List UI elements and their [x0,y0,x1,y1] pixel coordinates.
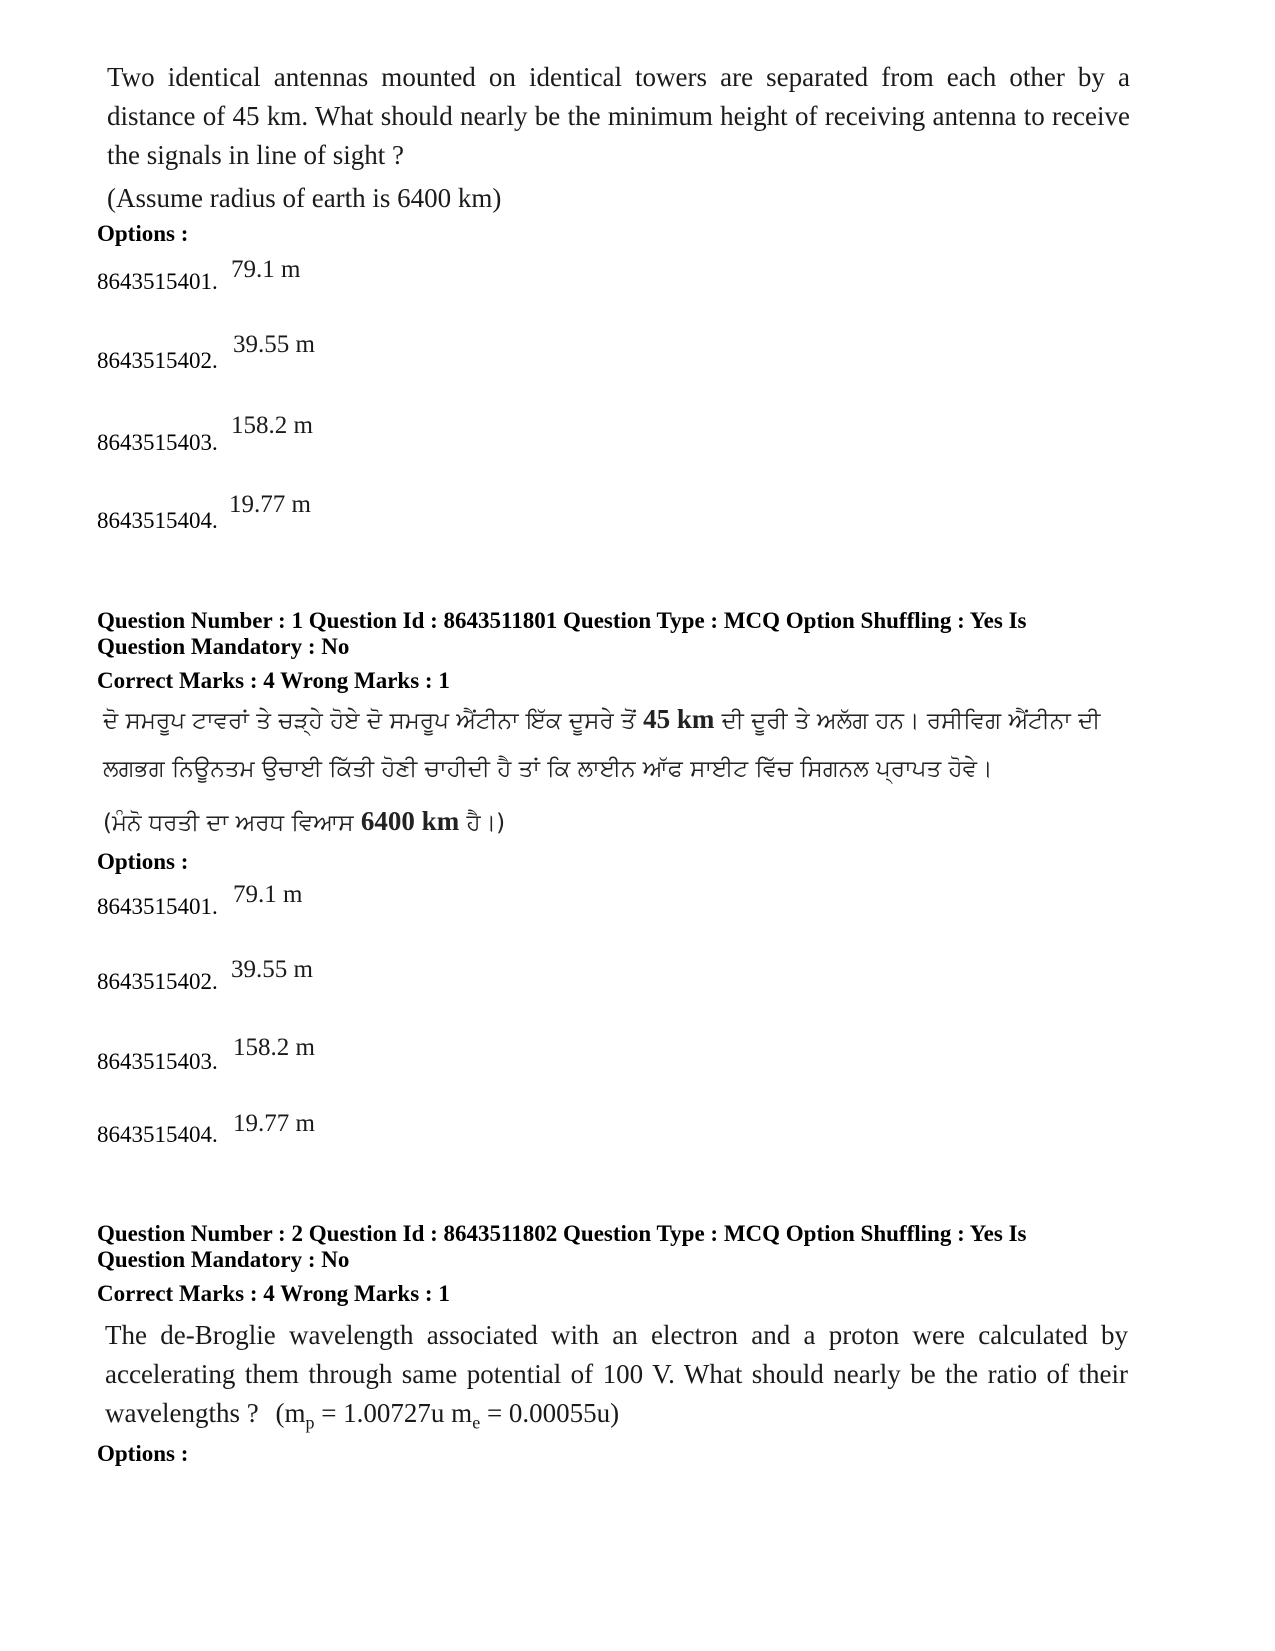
formula-part: = 0.00055u) [480,1398,620,1428]
option-value[interactable]: 39.55 m [233,331,315,358]
option-value[interactable]: 158.2 m [231,412,313,439]
question-meta-block [97,607,1027,695]
question-meta-line: Question Number : 2 Question Id : 8643511802 Question Type : MCQ Option Shuffling : Yes Is [97,1221,1027,1246]
formula-subscript: e [472,1412,481,1433]
punjabi-line [103,695,1133,745]
question-text: Two identical antennas mounted on identical towers are separated from each other by a distance of 45 km. What should nearly be the minimum height of receiving antenna to receive the signals in line of sight ? [107,62,1130,170]
punjabi-line [103,797,1133,847]
question-assumption: (Assume radius of earth is 6400 km) [107,183,502,213]
options-label: Options : [97,849,189,874]
formula-subscript: p [305,1412,315,1433]
question-text-block [107,58,1130,218]
distance-value: 45 km [643,704,715,734]
question-marks: Correct Marks : 4 Wrong Marks : 1 [97,1281,450,1306]
option-value[interactable]: 19.77 m [233,1110,315,1137]
punjabi-text: ਦੋ ਸਮਰੂਪ ਟਾਵਰਾਂ ਤੇ ਚੜ੍ਹੇ ਹੋਏ ਦੋ ਸਮਰੂਪ ਐਂਟੀਨਾ ਇੱਕ ਦੂਸਰੇ ਤੋਂ [103,708,636,734]
question-text: The de-Broglie wavelength associated with an electron and a proton were calculated by accelerating them through same potential of 100 V. What should nearly be the ratio of their wavelengths ? [105,1320,1128,1428]
option-id: 8643515401. [97,269,218,294]
formula-part: (m [275,1398,306,1428]
option-value[interactable]: 39.55 m [231,956,313,983]
punjabi-text: (ਮੰਨੋ ਧਰਤੀ ਦਾ ਅਰਧ ਵਿਆਸ [103,810,354,836]
question-meta-line: Question Number : 1 Question Id : 8643511801 Question Type : MCQ Option Shuffling : Yes Is [97,608,1027,633]
punjabi-line: ਲਗਭਗ ਨਿਊਨਤਮ ਉਚਾਈ ਕਿੱਤੀ ਹੋਣੀ ਚਾਹੀਦੀ ਹੈ ਤਾਂ ਕਿ ਲਾਈਨ ਆੱਫ ਸਾਈਟ ਵਿੱਚ ਸਿਗਨਲ ਪ੍ਰਾਪਤ ਹੋਵੇ। [103,756,993,782]
option-id: 8643515403. [97,430,218,455]
option-id: 8643515402. [97,969,218,994]
punjabi-text: ਹੈ।) [466,810,506,836]
question-meta-line: Question Mandatory : No [97,634,350,659]
question-marks: Correct Marks : 4 Wrong Marks : 1 [97,668,450,693]
question-text-block [105,1316,1128,1442]
option-value[interactable]: 79.1 m [231,256,301,283]
question-text-punjabi [103,695,1133,847]
question-meta-line: Question Mandatory : No [97,1247,350,1272]
option-value[interactable]: 158.2 m [233,1034,315,1061]
option-id: 8643515403. [97,1049,218,1074]
question-meta-block [97,1220,1027,1308]
option-id: 8643515404. [97,508,218,533]
punjabi-text: ਦੀ ਦੂਰੀ ਤੇ ਅਲੱਗ ਹਨ। ਰਸੀਵਿਗ ਐਂਟੀਨਾ ਦੀ [721,708,1101,734]
option-value[interactable]: 19.77 m [229,491,311,518]
options-label: Options : [97,221,189,246]
formula-part: = 1.00727u m [314,1398,473,1428]
radius-value: 6400 km [360,806,460,836]
mass-formula [275,1398,620,1433]
options-label: Options : [97,1441,189,1466]
option-id: 8643515402. [97,348,218,373]
option-value[interactable]: 79.1 m [233,881,303,908]
option-id: 8643515404. [97,1122,218,1147]
option-id: 8643515401. [97,894,218,919]
